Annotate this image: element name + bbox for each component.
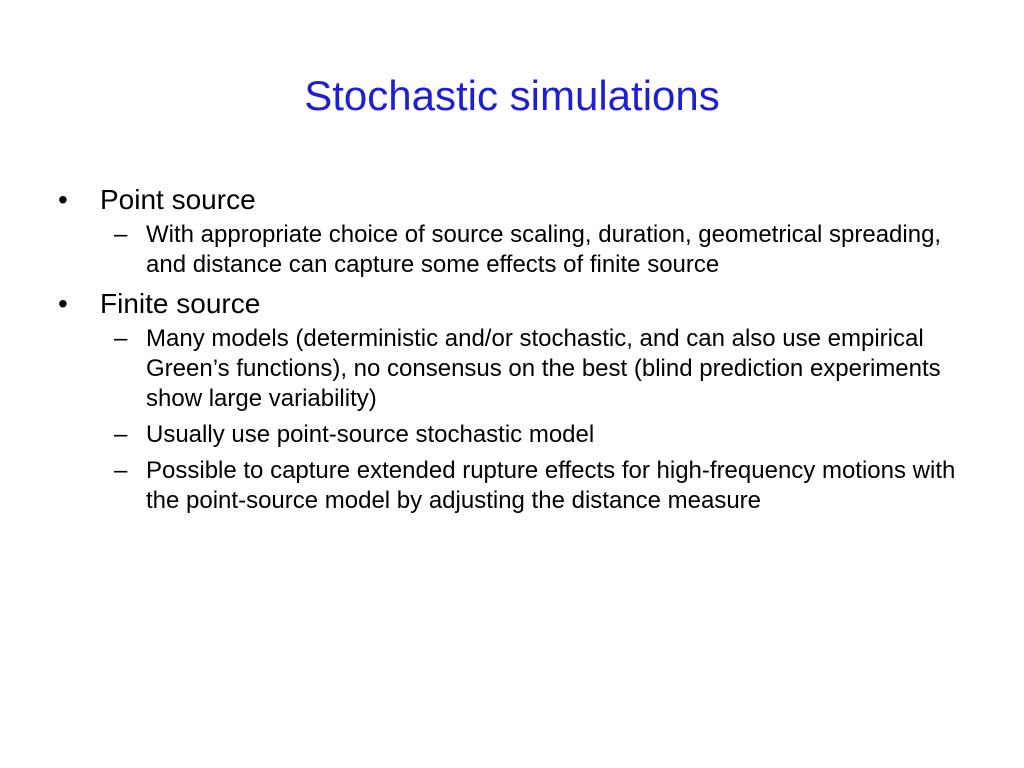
- sub-bullet: [100, 220, 968, 280]
- sub-bullet-list: [100, 324, 968, 516]
- sub-bullet: [100, 420, 968, 450]
- dash-marker: –: [114, 457, 128, 484]
- sub-bullet: [100, 324, 968, 414]
- dash-marker: –: [114, 325, 128, 352]
- slide-title: Stochastic simulations: [304, 72, 720, 119]
- bullet-list: [58, 182, 968, 522]
- dash-marker: –: [114, 421, 128, 448]
- sub-bullet-text: Usually use point-source stochastic model: [146, 421, 595, 448]
- sub-bullet-text: Possible to capture extended rupture effects for high-frequency motions with the point-source model by adjusting the distance measure: [146, 457, 956, 514]
- sub-bullet-text: With appropriate choice of source scaling, duration, geometrical spreading, and distance can capture some effects of finite source: [146, 221, 942, 278]
- sub-bullet-text: Many models (deterministic and/or stochastic, and can also use empirical Green’s functions), no consensus on the best (blind prediction experiments show large variability): [146, 325, 941, 412]
- bullet-marker: •: [58, 184, 68, 215]
- bullet-text: Finite source: [100, 288, 261, 319]
- sub-bullet: [100, 456, 968, 516]
- dash-marker: –: [114, 221, 128, 248]
- bullet-point-source: [58, 182, 968, 280]
- bullet-text: Point source: [100, 184, 256, 215]
- bullet-finite-source: [58, 286, 968, 516]
- bullet-marker: •: [58, 288, 68, 319]
- sub-bullet-list: [100, 220, 968, 280]
